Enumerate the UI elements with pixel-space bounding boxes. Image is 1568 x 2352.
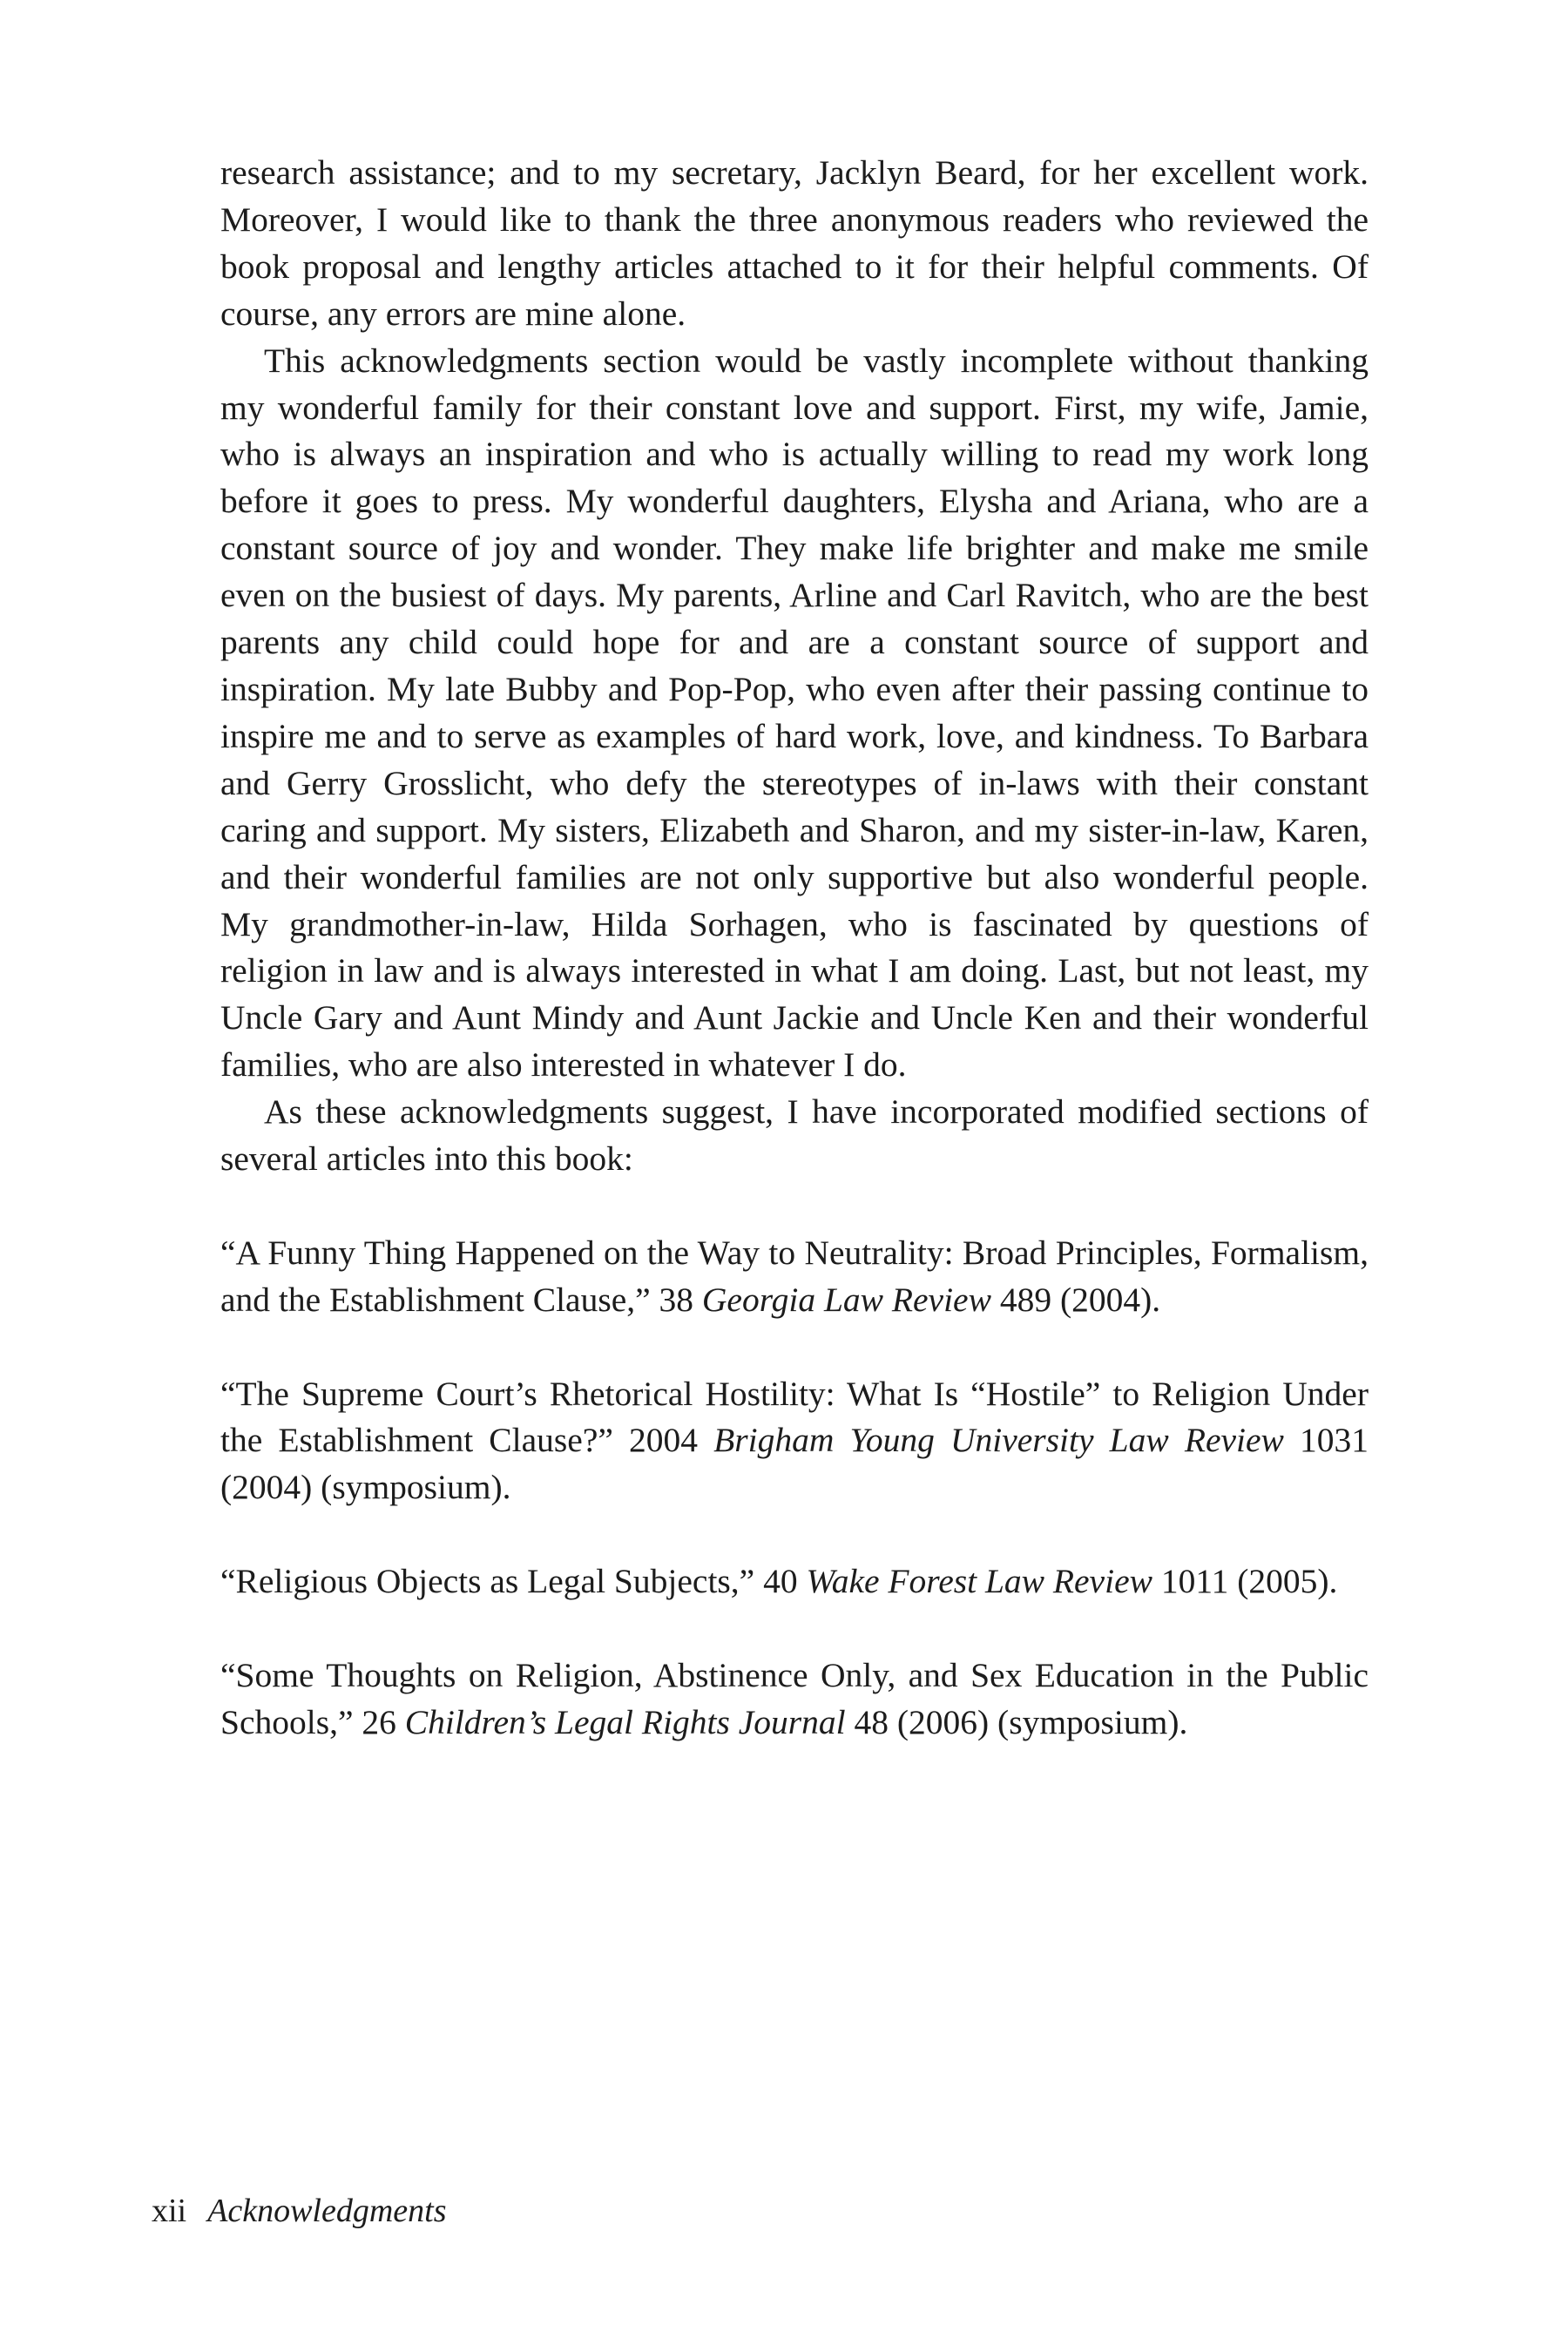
reference-citation: 1031 (2004) (symposium). <box>220 1421 1369 1507</box>
reference-journal: Georgia Law Review <box>701 1280 991 1319</box>
article-reference <box>220 1558 1369 1605</box>
page-number: xii <box>152 2193 187 2229</box>
reference-journal: Wake Forest Law Review <box>806 1562 1152 1601</box>
reference-title: “Some Thoughts on Religion, Abstinence Only, and Sex Education in the Public Schools,” 26 <box>220 1655 1369 1741</box>
reference-citation: 48 (2006) (symposium). <box>845 1702 1188 1741</box>
paragraph-articles-intro: As these acknowledgments suggest, I have incorporated modified sections of several articles into this book: <box>220 1092 1369 1179</box>
body-text <box>220 150 1369 1747</box>
reference-journal: Children’s Legal Rights Journal <box>404 1702 846 1741</box>
reference-citation: 489 (2004). <box>990 1280 1161 1319</box>
reference-journal: Brigham Young University Law Review <box>713 1421 1284 1460</box>
reference-title: “Religious Objects as Legal Subjects,” 40 <box>220 1562 807 1601</box>
running-head: Acknowledgments <box>207 2193 447 2229</box>
article-reference <box>220 1652 1369 1747</box>
article-reference <box>220 1230 1369 1324</box>
article-reference <box>220 1371 1369 1512</box>
reference-title: “A Funny Thing Happened on the Way to Neutrality: Broad Principles, Formalism, and the Establishment Clause,” 38 <box>220 1233 1369 1319</box>
paragraph-family-thanks: This acknowledgments section would be vastly incomplete without thanking my wonderful family for their constant love and support. First, my wife, Jamie, who is always an inspiration and who is actually willing to read my work long before it goes to press. My wonderful daughters, Elysha and Ariana, who are a constant source of joy and wonder. They make life brighter and make me smile even on the busiest of days. My parents, Arline and Carl Ravitch, who are the best parents any child could hope for and are a constant source of support and inspiration. My late Bubby and Pop-Pop, who even after their passing continue to inspire me and to serve as examples of hard work, love, and kindness. To Barbara and Gerry Grosslicht, who defy the stereotypes of in-laws with their constant caring and support. My sisters, Elizabeth and Sharon, and my sister-in-law, Karen, and their wonderful families are not only supportive but also wonderful people. My grandmother-in-law, Hilda Sorhagen, who is fascinated by questions of religion in law and is always interested in what I am doing. Last, but not least, my Uncle Gary and Aunt Mindy and Aunt Jackie and Uncle Ken and their wonderful families, who are also interested in whatever I do. <box>220 341 1369 1085</box>
paragraph-research-assistance: research assistance; and to my secretary, Jacklyn Beard, for her excellent work. Moreover, I would like to thank the three anonymous readers who reviewed the book proposal and lengthy articles attached to it for their helpful comments. Of course, any errors are mine alone. <box>220 153 1369 333</box>
reference-title: “The Supreme Court’s Rhetorical Hostility: What Is “Hostile” to Religion Under the Establishment Clause?” 2004 <box>220 1374 1369 1460</box>
page-footer <box>152 2189 447 2233</box>
reference-citation: 1011 (2005). <box>1152 1562 1338 1601</box>
article-reference-list <box>220 1230 1369 1747</box>
